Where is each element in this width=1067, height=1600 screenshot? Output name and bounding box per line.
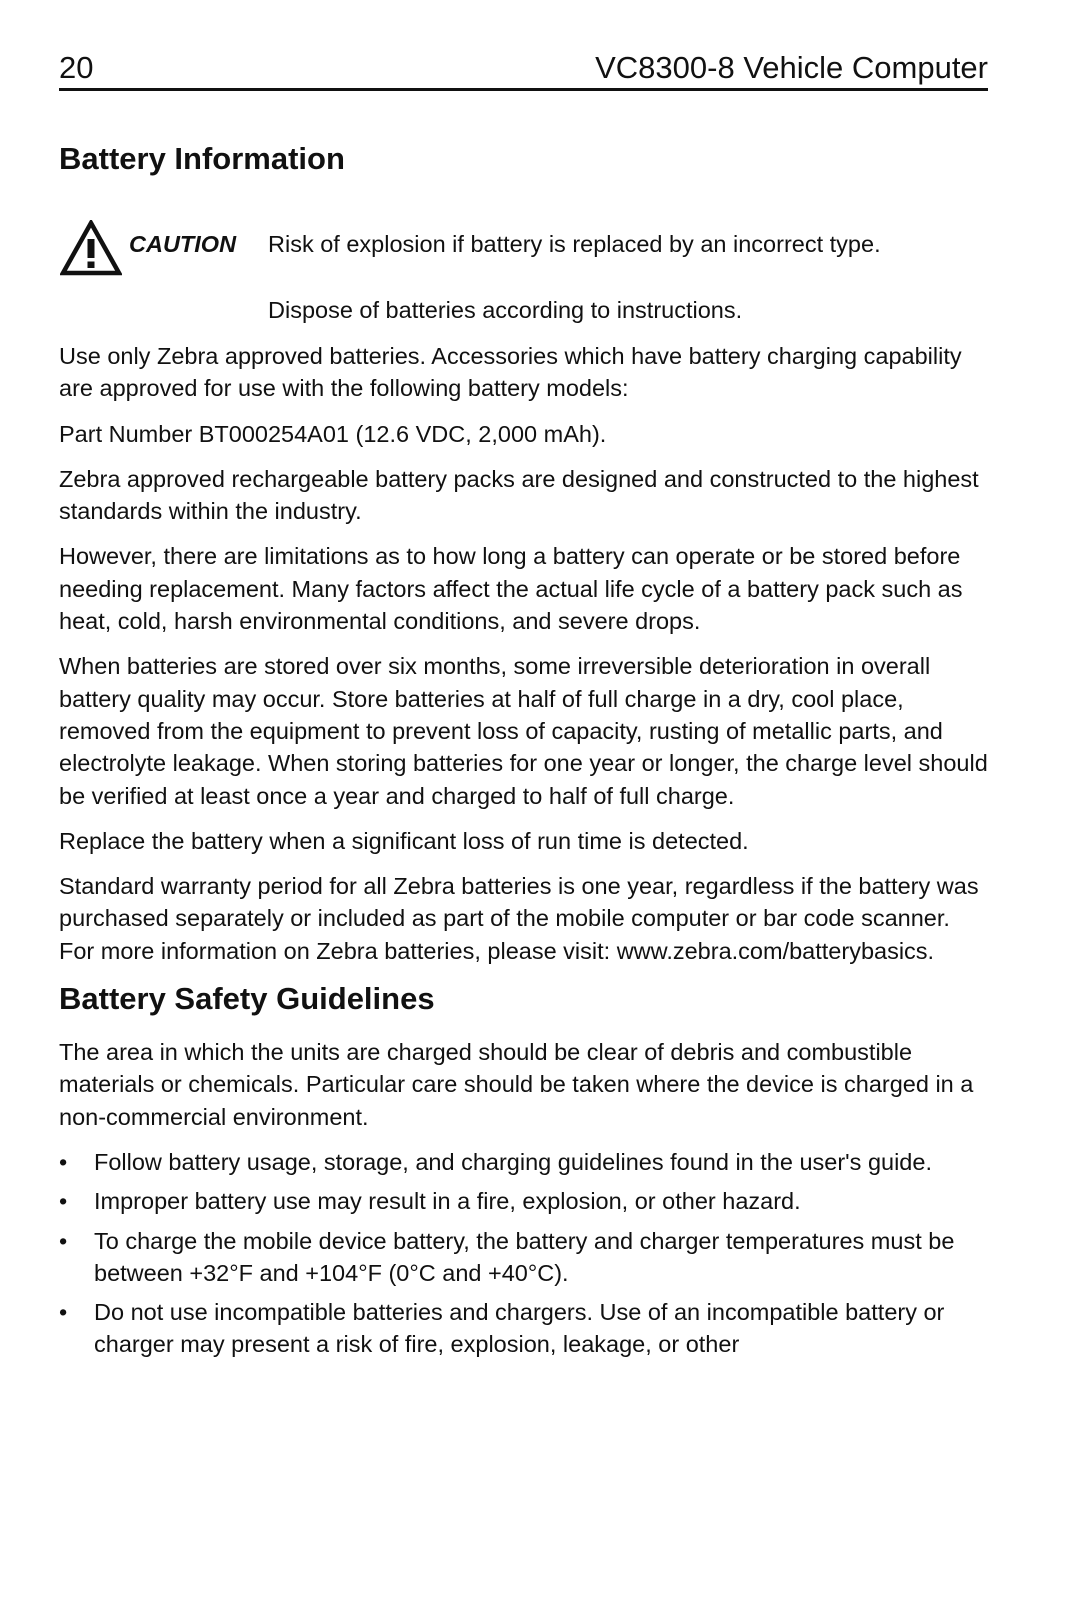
section-heading-battery-safety-guidelines: Battery Safety Guidelines [59, 981, 435, 1017]
bullet-list [59, 1146, 988, 1361]
bullet-icon: • [59, 1227, 68, 1254]
caution-line: Dispose of batteries according to instructions. [268, 297, 743, 323]
page-header [59, 50, 988, 91]
list-item-text: Improper battery use may result in a fire, explosion, or other hazard. [94, 1188, 801, 1215]
list-item [59, 1296, 988, 1361]
caution-text [268, 228, 988, 360]
paragraph: Standard warranty period for all Zebra batteries is one year, regardless if the battery was purchased separately or included as part of the mobile computer or bar code scanner. For more information on Zebra batteries, please visit: www.zebra.com/batterybasics. [59, 873, 979, 964]
paragraph: The area in which the units are charged should be clear of debris and combustible materials or chemicals. Particular care should be taken where the device is charged in a non-commercial environment. [59, 1039, 974, 1130]
paragraph: However, there are limitations as to how long a battery can operate or be stored before needing replacement. Many factors affect the actual life cycle of a battery pack such as heat, cold, harsh environmental conditions, and severe drops. [59, 543, 963, 635]
paragraph: Replace the battery when a significant loss of run time is detected. [59, 827, 749, 854]
paragraph: Use only Zebra approved batteries. Accessories which have battery charging capability are approved for use with the following battery models: [59, 343, 962, 402]
paragraph: When batteries are stored over six months, some irreversible deterioration in overall battery quality may occur. Store batteries at half of full charge in a dry, cool place, removed from the equipment to prevent loss of capacity, rusting of metallic parts, and electrolyte leakage. When storing batteries for one year or longer, the charge level should be verified at least once a year and charged to half of full charge. [59, 653, 988, 809]
list-item-text: To charge the mobile device battery, the battery and charger temperatures must be between +32°F and +104°F (0°C and +40°C). [94, 1227, 955, 1286]
caution-notice [59, 228, 988, 336]
warning-triangle-icon [60, 220, 122, 276]
caution-label: CAUTION [129, 231, 237, 257]
page-content [59, 140, 988, 1368]
document-title: VC8300-8 Vehicle Computer [595, 50, 988, 85]
bullet-icon: • [59, 1299, 68, 1326]
list-item-text: Follow battery usage, storage, and charging guidelines found in the user's guide. [94, 1148, 932, 1175]
list-item-text: Do not use incompatible batteries and chargers. Use of an incompatible battery or charger may present a risk of fire, explosion, leakage, or other [94, 1299, 945, 1358]
section-heading-battery-information: Battery Information [59, 141, 345, 176]
paragraph: Zebra approved rechargeable battery packs are designed and constructed to the highest standards within the industry. [59, 465, 979, 525]
bullet-icon: • [59, 1188, 68, 1215]
page-number: 20 [59, 50, 94, 85]
bullet-icon: • [59, 1148, 68, 1175]
list-item [59, 1146, 988, 1178]
list-item [59, 1225, 988, 1290]
paragraph: Part Number BT000254A01 (12.6 VDC, 2,000 mAh). [59, 420, 607, 447]
list-item [59, 1185, 988, 1217]
caution-line: Risk of explosion if battery is replaced by an incorrect type. [268, 231, 881, 257]
